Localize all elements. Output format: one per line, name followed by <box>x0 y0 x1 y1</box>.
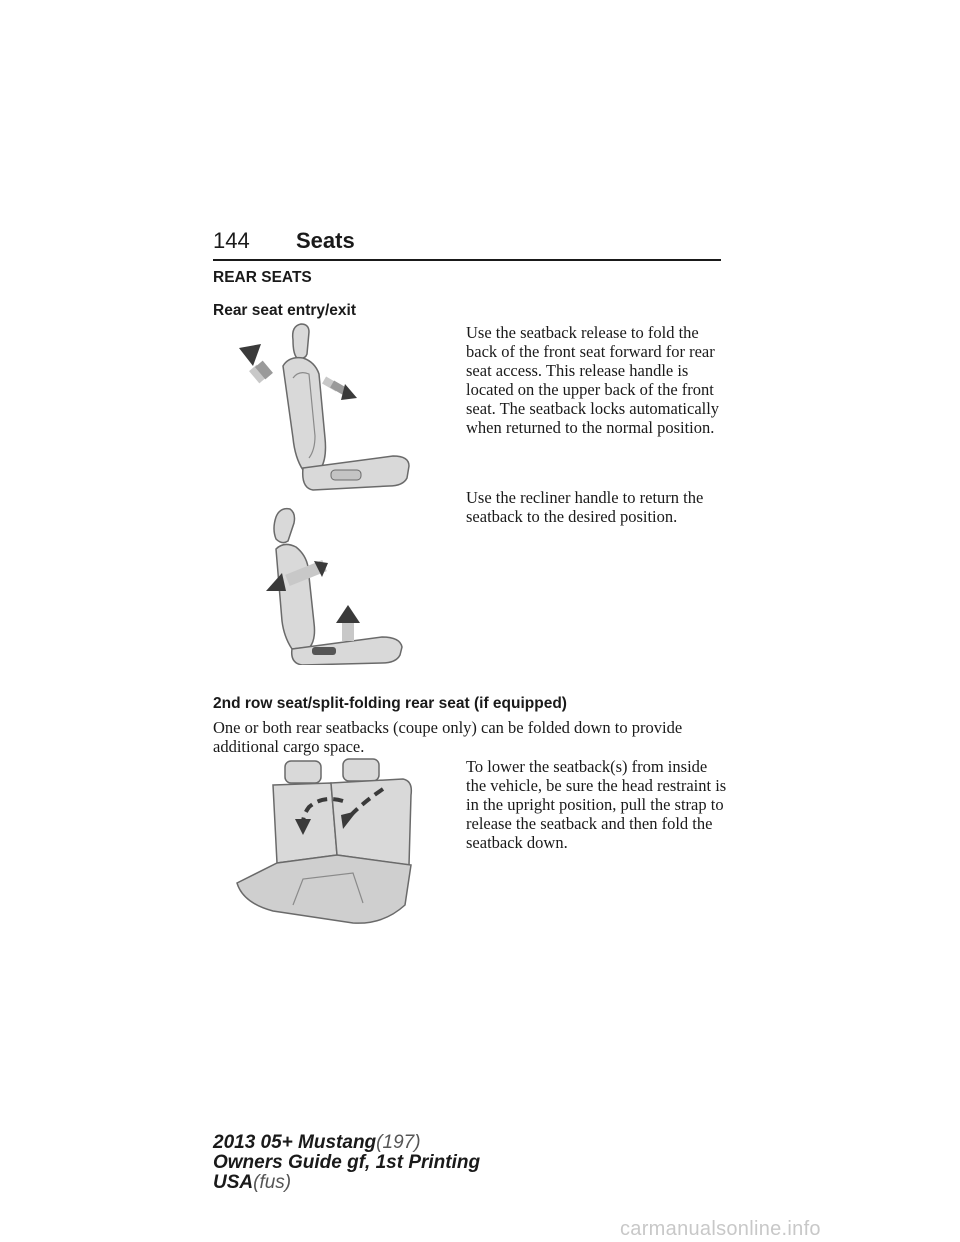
heading-rear-seats: REAR SEATS <box>213 269 312 286</box>
footer-region-name: USA <box>213 1172 254 1193</box>
watermark-link[interactable]: carmanualsonline.info <box>620 1218 821 1240</box>
heading-split-folding-rear-seat: 2nd row seat/split-folding rear seat (if equipped) <box>213 695 567 712</box>
footer-model <box>213 1133 421 1153</box>
paragraph-cargo-space: One or both rear seatbacks (coupe only) can be folded down to provide additional cargo space. <box>213 718 683 756</box>
footer-region <box>213 1173 291 1193</box>
paragraph-recliner-handle: Use the recliner handle to return the seatback to the desired position. <box>466 488 704 526</box>
heading-rear-seat-entry-exit: Rear seat entry/exit <box>213 302 357 319</box>
footer-guide-name: Owners Guide gf, 1st Printing <box>213 1152 481 1173</box>
paragraph-seatback-release: Use the seatback release to fold the back of the front seat forward for rear seat access. This release handle is located on the upper back of the front seat. The seatback locks automatically when returned to the normal position. <box>466 323 720 437</box>
footer-guide <box>213 1153 480 1173</box>
seatback-release-illustration <box>233 318 433 496</box>
fold-forward-arrow-icon <box>239 344 273 383</box>
footer-model-name: 2013 05+ Mustang <box>213 1132 377 1153</box>
page-number: 144 <box>213 228 250 253</box>
footer-model-pages: (197) <box>376 1132 421 1153</box>
section-title: Seats <box>296 228 355 253</box>
rear-seat-strap-illustration <box>233 755 423 925</box>
recliner-handle-illustration <box>262 505 412 665</box>
lever-up-arrow-icon <box>336 605 360 641</box>
fold-direction-arrow-icon <box>322 377 357 400</box>
paragraph-lower-seatback: To lower the seatback(s) from inside the vehicle, be sure the head restraint is in the upright position, pull the strap to release the seatback and then fold the seatback down. <box>466 757 727 852</box>
header-divider <box>213 259 721 261</box>
footer-region-code: (fus) <box>253 1172 292 1193</box>
